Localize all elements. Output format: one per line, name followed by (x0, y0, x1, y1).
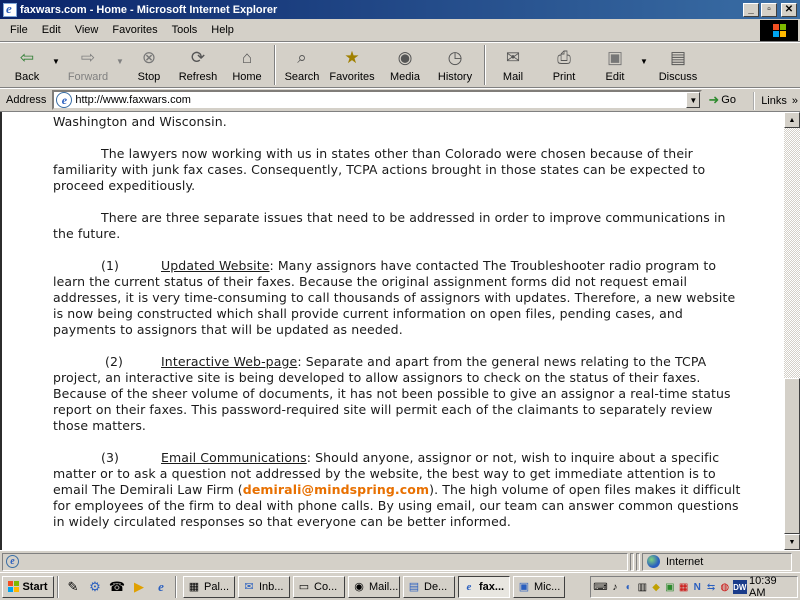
discuss-label: Discuss (658, 71, 698, 83)
tray-sync-icon[interactable]: ⇆ (706, 581, 716, 593)
tray-dw-icon[interactable]: DW (733, 580, 747, 594)
start-button[interactable] (2, 576, 54, 598)
page-status-icon: e (6, 555, 19, 568)
favorites-label: Favorites (329, 71, 375, 83)
item-text: : Should anyone, assignor or not, wish to inquire about a specific matter or to ask a question not addressed by the website, the best way to get immediate attention is to email The Demirali Law Firm ( (53, 450, 720, 497)
item-text: : Many assignors have contacted The Troubleshooter radio program to learn the current status of their faxes. Because the original assignment forms did not request email addresses, it is very time-consuming to call thousands of assignors with updates. Therefore, a new website is now being constructed which shall provide current information on open files, pending cases, and payments to assignors that will be updated as needed. (53, 258, 736, 337)
tray-security-icon[interactable]: ◆ (652, 581, 660, 593)
refresh-icon: ⟳ (190, 47, 206, 67)
edit-button[interactable] (592, 43, 638, 87)
task-label: De... (424, 580, 448, 593)
vertical-scrollbar[interactable] (784, 112, 800, 550)
paragraph: Washington and Wisconsin. (53, 114, 227, 129)
tray-acrobat-icon[interactable]: ◍ (720, 581, 730, 593)
search-button[interactable] (280, 43, 324, 87)
list-item (53, 354, 743, 434)
media-button[interactable] (380, 43, 430, 87)
window-title: faxwars.com - Home - Microsoft Internet Explorer (20, 3, 278, 16)
favorites-folder-icon: ★ (344, 47, 360, 67)
taskbar-divider (175, 576, 177, 598)
scroll-down-button[interactable]: ▼ (784, 534, 800, 550)
mail-icon: ✉ (505, 47, 521, 67)
task-label: fax... (479, 580, 505, 593)
task-label: Mail... (369, 580, 399, 593)
home-icon: ⌂ (241, 47, 253, 67)
minimize-button[interactable]: _ (743, 3, 759, 17)
email-link[interactable]: demirali@mindspring.com (242, 482, 430, 497)
discuss-icon: ▤ (669, 47, 687, 67)
links-chevron-icon: » (791, 95, 798, 107)
quicklaunch-edit-icon[interactable]: ✎ (67, 578, 79, 594)
menu-edit[interactable]: Edit (41, 24, 61, 36)
go-arrow-icon: ➜ (708, 92, 720, 107)
printer-icon: ⎙ (557, 47, 571, 67)
document-body (53, 112, 743, 546)
menu-file[interactable]: File (10, 24, 28, 36)
back-arrow-icon: ⇦ (19, 47, 35, 67)
list-item (53, 450, 743, 530)
security-zone (642, 553, 792, 571)
print-label: Print (552, 71, 576, 83)
toolbar-separator (274, 45, 276, 85)
item-number: (2) (105, 354, 124, 369)
toolbar-separator (484, 45, 486, 85)
quicklaunch-network-icon[interactable]: ☎ (108, 578, 126, 594)
task-button-pal[interactable] (183, 576, 235, 598)
window-icon: ▭ (298, 581, 310, 593)
address-field[interactable] (52, 90, 702, 110)
forward-button[interactable] (62, 43, 114, 87)
zone-label: Internet (666, 555, 704, 568)
task-label: Co... (314, 580, 338, 593)
back-label: Back (14, 71, 40, 83)
back-dropdown[interactable]: ▼ (52, 57, 60, 66)
paragraph (53, 210, 743, 242)
stop-button[interactable] (126, 43, 172, 87)
maximize-button[interactable]: ▫ (761, 3, 777, 17)
history-label: History (437, 71, 473, 83)
task-button-mail[interactable] (348, 576, 400, 598)
edit-dropdown[interactable]: ▼ (640, 57, 648, 66)
task-button-mic[interactable] (513, 576, 565, 598)
ie-icon (3, 3, 17, 17)
quicklaunch-settings-icon[interactable]: ⚙ (89, 578, 101, 594)
start-label: Start (22, 580, 48, 593)
status-cell (636, 553, 640, 571)
stop-icon: ⊗ (141, 47, 157, 67)
mail-button[interactable] (490, 43, 536, 87)
ie-task-icon: e (466, 580, 472, 593)
item-number: (1) (101, 258, 120, 273)
tray-keyboard-icon[interactable]: ⌨ (593, 581, 608, 593)
task-label: Inb... (259, 580, 284, 593)
item-heading: Interactive Web-page (161, 354, 298, 369)
task-button-inbox[interactable] (238, 576, 290, 598)
tray-grid-icon[interactable]: ▦ (678, 581, 689, 593)
page-icon: e (56, 92, 72, 108)
search-icon: ⌕ (297, 47, 307, 67)
media-label: Media (390, 71, 420, 83)
scroll-up-button[interactable]: ▲ (784, 112, 800, 128)
forward-dropdown[interactable]: ▼ (116, 57, 124, 66)
go-label: Go (721, 94, 736, 106)
item-heading: Updated Website (161, 258, 270, 273)
links-button[interactable] (753, 92, 798, 110)
close-button[interactable]: ✕ (781, 3, 797, 17)
windows-logo-icon (760, 20, 798, 41)
list-item (53, 258, 743, 338)
globe-icon (647, 555, 660, 568)
address-dropdown[interactable]: ▼ (686, 92, 700, 108)
menu-bar (0, 19, 800, 42)
menu-view[interactable]: View (74, 24, 99, 36)
task-button-de[interactable] (403, 576, 455, 598)
history-button[interactable] (430, 43, 480, 87)
paragraph (53, 146, 743, 194)
history-icon: ◷ (447, 47, 463, 67)
links-label: Links (761, 95, 787, 107)
home-label: Home (232, 71, 262, 83)
search-label: Search (284, 71, 320, 83)
task-button-faxwars[interactable] (458, 576, 510, 598)
paragraph-text: There are three separate issues that need to be addressed in order to improve communications in the future. (53, 210, 726, 241)
item-text: ). The high volume of open files makes it difficult for employees of the firm to deal with phone calls. By using email, our team can answer common questions in widely circulated responses so that everyone can be better informed. (53, 482, 741, 529)
item-heading: Email Communications (161, 450, 307, 465)
quicklaunch-ie-icon[interactable]: e (158, 578, 164, 594)
paragraph-text: The lawyers now working with us in states other than Colorado were chosen because of their familiarity with junk fax cases. Consequently, TCPA actions brought in those states can be expected to proceed expeditiously. (53, 146, 706, 193)
status-cell (630, 553, 634, 571)
address-label: Address (6, 94, 47, 106)
toolbar (0, 42, 800, 88)
tray-monitor-icon[interactable]: ▣ (665, 581, 675, 593)
tray-n-icon[interactable]: N (693, 581, 701, 593)
tray-app-icon[interactable]: ◐ (625, 581, 632, 593)
back-button[interactable] (4, 43, 50, 87)
print-button[interactable] (536, 43, 592, 87)
edit-icon: ▣ (606, 47, 624, 67)
address-input[interactable] (75, 94, 686, 106)
windows-flag-icon (8, 581, 19, 592)
clock[interactable]: 10:39 AM (749, 575, 777, 599)
menu-help[interactable]: Help (211, 24, 234, 36)
document-icon: ▤ (408, 581, 420, 593)
favorites-button[interactable] (324, 43, 380, 87)
quicklaunch-media-icon[interactable]: ▶ (134, 578, 144, 594)
stop-label: Stop (137, 71, 161, 83)
forward-label: Forward (67, 71, 109, 83)
system-tray (590, 576, 798, 598)
window-icon: ▣ (518, 581, 530, 593)
page-content (0, 112, 784, 550)
task-button-co[interactable] (293, 576, 345, 598)
item-text: : Separate and apart from the general news relating to the TCPA project, an interactive site is being developed to allow assignors to check on the status of their faxes. Because of the sheer volume of documents, it has not been possible to give an assignor a real-time status report on their faxes. This password-required site will permit each of the claimants to separately review those matters. (53, 354, 731, 433)
tray-volume-icon[interactable]: ♪ (612, 581, 618, 593)
status-text-area (2, 553, 628, 571)
go-button[interactable] (708, 92, 736, 108)
menu-favorites[interactable]: Favorites (112, 24, 158, 36)
inbox-icon: ✉ (244, 581, 254, 593)
tray-network-icon[interactable]: ▥ (637, 581, 648, 593)
item-number: (3) (101, 450, 120, 465)
media-icon: ◉ (397, 47, 413, 67)
task-label: Mic... (534, 580, 561, 593)
status-bar (0, 550, 800, 572)
menu-tools[interactable]: Tools (171, 24, 198, 36)
forward-arrow-icon: ⇨ (80, 47, 96, 67)
refresh-label: Refresh (178, 71, 218, 83)
title-bar (0, 0, 800, 19)
discuss-button[interactable] (650, 43, 706, 87)
taskbar (0, 572, 800, 600)
mail-app-icon: ◉ (354, 581, 364, 593)
taskbar-divider (57, 576, 59, 598)
mail-label: Mail (502, 71, 524, 83)
app-icon: ▦ (188, 581, 200, 593)
task-label: Pal... (204, 580, 230, 593)
refresh-button[interactable] (172, 43, 224, 87)
address-bar (0, 88, 800, 112)
scroll-thumb[interactable] (784, 378, 800, 534)
edit-label: Edit (605, 71, 625, 83)
home-button[interactable] (224, 43, 270, 87)
